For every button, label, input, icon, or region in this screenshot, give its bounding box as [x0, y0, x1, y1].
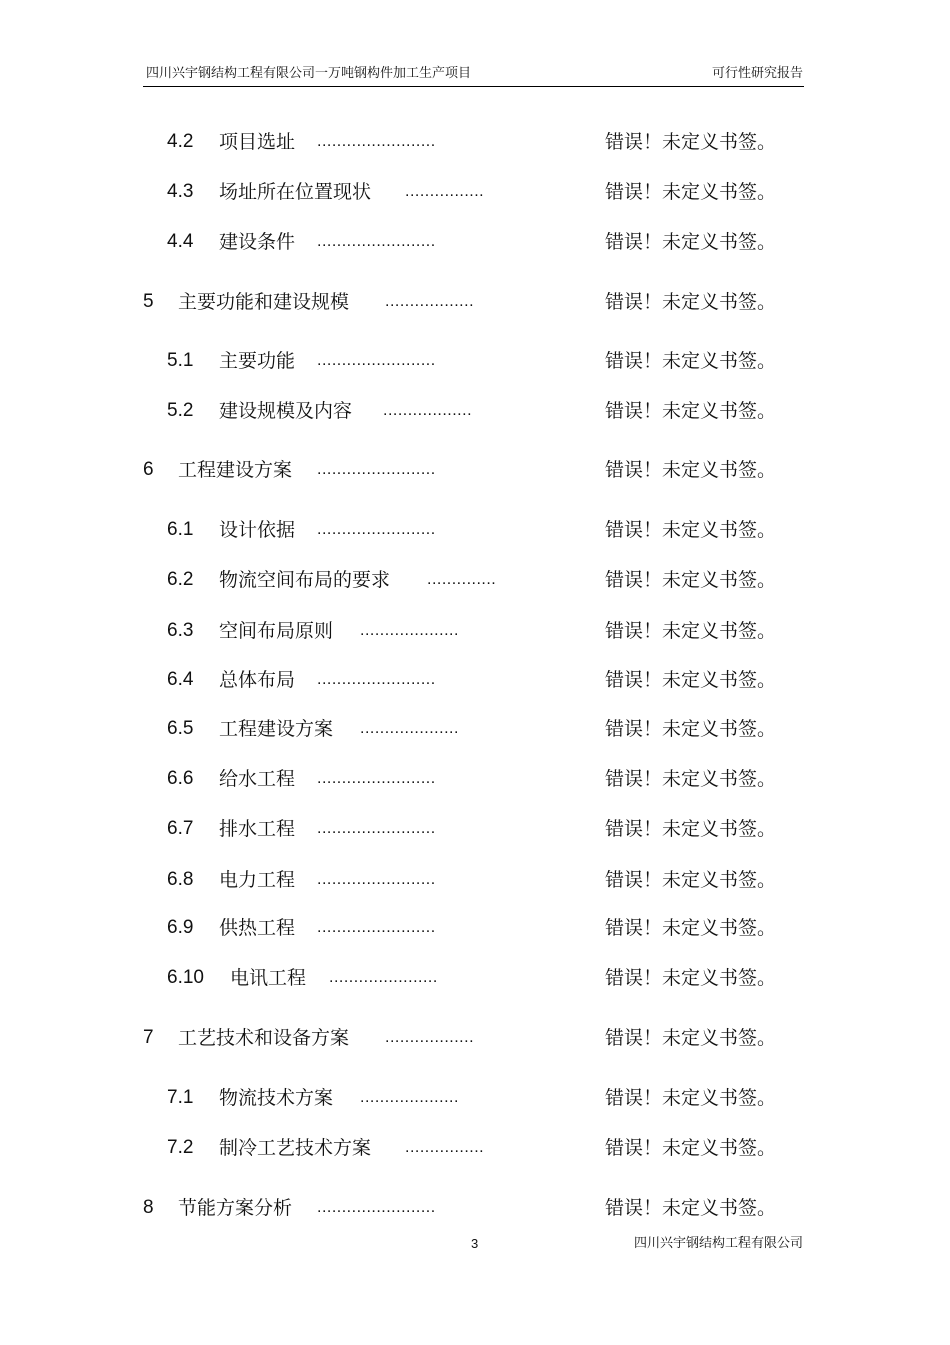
toc-entry-page-ref: 错误！未定义书签。 [605, 231, 777, 253]
running-header-title: 四川兴宇钢结构工程有限公司一万吨钢构件加工生产项目 [146, 66, 472, 81]
toc-entry[interactable] [0, 227, 950, 257]
toc-entry-title: 物流空间布局的要求 [219, 569, 391, 591]
toc-entry-title: 建设规模及内容 [219, 400, 353, 422]
toc-entry-leader: ................ [405, 183, 485, 200]
toc-entry-number: 6.3 [167, 620, 194, 641]
toc-entry[interactable] [0, 764, 950, 794]
toc-entry-leader: ........................ [317, 521, 436, 538]
toc-entry-page-ref: 错误！未定义书签。 [605, 519, 777, 541]
toc-entry-page-ref: 错误！未定义书签。 [605, 768, 777, 790]
toc-entry[interactable] [0, 714, 950, 744]
toc-entry-leader: .............. [427, 571, 497, 588]
toc-entry[interactable] [0, 455, 950, 485]
toc-entry-title: 总体布局 [219, 669, 296, 691]
toc-entry-page-ref: 错误！未定义书签。 [605, 669, 777, 691]
toc-entry-leader: .................. [385, 293, 475, 310]
toc-entry[interactable] [0, 287, 950, 317]
toc-entry-number: 6.5 [167, 718, 194, 739]
toc-entry-page-ref: 错误！未定义书签。 [605, 1197, 777, 1219]
toc-entry-number: 4.3 [167, 181, 194, 202]
toc-entry-leader: ........................ [317, 1199, 436, 1216]
page-number: 3 [471, 1236, 479, 1251]
toc-entry-number: 6.7 [167, 818, 194, 839]
toc-entry[interactable] [0, 1083, 950, 1113]
toc-entry-title: 电力工程 [219, 869, 296, 891]
toc-entry[interactable] [0, 1133, 950, 1163]
toc-entry-number: 5 [143, 291, 154, 312]
toc-entry-page-ref: 错误！未定义书签。 [605, 869, 777, 891]
toc-entry-number: 4.4 [167, 231, 194, 252]
toc-entry-page-ref: 错误！未定义书签。 [605, 718, 777, 740]
toc-entry-leader: ........................ [317, 352, 436, 369]
toc-entry[interactable] [0, 616, 950, 646]
toc-entry-number: 6.6 [167, 768, 194, 789]
toc-entry-title: 建设条件 [219, 231, 296, 253]
toc-entry-leader: .................. [383, 402, 473, 419]
toc-entry-page-ref: 错误！未定义书签。 [605, 917, 777, 939]
toc-entry-number: 6.8 [167, 869, 194, 890]
toc-entry-leader: ...................... [329, 969, 438, 986]
toc-entry[interactable] [0, 963, 950, 993]
toc-entry-page-ref: 错误！未定义书签。 [605, 181, 777, 203]
toc-entry[interactable] [0, 1193, 950, 1223]
toc-entry-number: 6.10 [167, 967, 204, 988]
toc-entry-number: 7 [143, 1027, 154, 1048]
toc-entry-title: 主要功能和建设规模 [178, 291, 350, 313]
toc-entry-page-ref: 错误！未定义书签。 [605, 1087, 777, 1109]
toc-entry-number: 6.9 [167, 917, 194, 938]
toc-entry-title: 工程建设方案 [219, 718, 334, 740]
toc-entry-page-ref: 错误！未定义书签。 [605, 967, 777, 989]
toc-entry-title: 排水工程 [219, 818, 296, 840]
toc-entry-leader: ........................ [317, 461, 436, 478]
toc-entry-leader: ........................ [317, 871, 436, 888]
toc-entry-number: 5.2 [167, 400, 194, 421]
toc-entry[interactable] [0, 565, 950, 595]
toc-entry-number: 6.4 [167, 669, 194, 690]
toc-entry[interactable] [0, 1023, 950, 1053]
toc-entry-title: 空间布局原则 [219, 620, 334, 642]
toc-entry-page-ref: 错误！未定义书签。 [605, 350, 777, 372]
toc-entry-page-ref: 错误！未定义书签。 [605, 620, 777, 642]
toc-entry-page-ref: 错误！未定义书签。 [605, 1137, 777, 1159]
toc-entry-title: 设计依据 [219, 519, 296, 541]
toc-entry-leader: ........................ [317, 919, 436, 936]
toc-entry-number: 6 [143, 459, 154, 480]
toc-entry-leader: ........................ [317, 671, 436, 688]
toc-entry-leader: ........................ [317, 820, 436, 837]
toc-entry-title: 给水工程 [219, 768, 296, 790]
toc-entry-page-ref: 错误！未定义书签。 [605, 400, 777, 422]
toc-entry-page-ref: 错误！未定义书签。 [605, 291, 777, 313]
toc-entry-title: 电讯工程 [230, 967, 307, 989]
toc-entry-leader: ........................ [317, 133, 436, 150]
running-header-doc-type: 可行性研究报告 [711, 66, 803, 81]
toc-entry-title: 节能方案分析 [178, 1197, 293, 1219]
toc-entry[interactable] [0, 515, 950, 545]
toc-entry-leader: .................... [360, 1089, 459, 1106]
toc-entry-leader: .................... [360, 622, 459, 639]
toc-entry-title: 工程建设方案 [178, 459, 293, 481]
toc-entry-page-ref: 错误！未定义书签。 [605, 569, 777, 591]
toc-entry-page-ref: 错误！未定义书签。 [605, 131, 777, 153]
toc-entry[interactable] [0, 913, 950, 943]
toc-entry-title: 制冷工艺技术方案 [219, 1137, 372, 1159]
toc-entry[interactable] [0, 665, 950, 695]
toc-entry-title: 场址所在位置现状 [219, 181, 372, 203]
toc-entry[interactable] [0, 127, 950, 157]
toc-entry-leader: .................... [360, 720, 459, 737]
toc-entry-number: 8 [143, 1197, 154, 1218]
toc-entry[interactable] [0, 346, 950, 376]
toc-entry-leader: ........................ [317, 233, 436, 250]
toc-entry-leader: .................. [385, 1029, 475, 1046]
toc-entry[interactable] [0, 177, 950, 207]
toc-entry-title: 物流技术方案 [219, 1087, 334, 1109]
footer-company-name: 四川兴宇钢结构工程有限公司 [633, 1236, 803, 1251]
toc-entry-title: 供热工程 [219, 917, 296, 939]
toc-entry-title: 主要功能 [219, 350, 296, 372]
toc-entry-number: 6.1 [167, 519, 194, 540]
toc-entry-number: 7.1 [167, 1087, 194, 1108]
toc-entry-page-ref: 错误！未定义书签。 [605, 1027, 777, 1049]
toc-entry-number: 5.1 [167, 350, 194, 371]
toc-entry-number: 4.2 [167, 131, 194, 152]
toc-entry-number: 6.2 [167, 569, 194, 590]
toc-entry-title: 工艺技术和设备方案 [178, 1027, 350, 1049]
toc-entry-page-ref: 错误！未定义书签。 [605, 818, 777, 840]
toc-entry-title: 项目选址 [219, 131, 296, 153]
toc-entry[interactable] [0, 396, 950, 426]
toc-entry-page-ref: 错误！未定义书签。 [605, 459, 777, 481]
toc-entry-leader: ........................ [317, 770, 436, 787]
toc-entry[interactable] [0, 814, 950, 844]
toc-entry[interactable] [0, 865, 950, 895]
toc-entry-leader: ................ [405, 1139, 485, 1156]
toc-entry-number: 7.2 [167, 1137, 194, 1158]
